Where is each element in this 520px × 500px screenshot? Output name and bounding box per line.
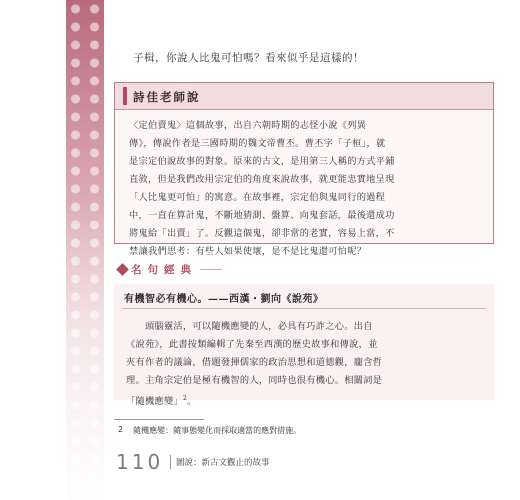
quote-heading: 有機智必有機心。——西漢・劉向《說苑》 <box>124 294 324 305</box>
teacher-note-body <box>129 117 481 261</box>
note-line: 將鬼給「出賣」了。反觀這個鬼，卻非常的老實，容易上當，不 <box>129 228 395 239</box>
tag-divider <box>200 269 222 270</box>
note-line: 〈定伯賣鬼〉這個故事，出自六朝時期的志怪小說《列異 <box>129 120 367 131</box>
note-line: 傳》，傳說作者是三國時期的魏文帝曹丕。曹丕字「子桓」，就 <box>129 138 386 149</box>
note-line: 是宗定伯說故事的對象。原來的古文，是用第三人稱的方式平鋪 <box>129 156 395 167</box>
footnote-number: 2 <box>118 425 124 434</box>
famous-quote-box <box>114 284 494 408</box>
footnote-text: 隨機應變：隨事態變化而採取適當的應對措施。 <box>133 426 302 435</box>
footer-divider <box>170 455 171 469</box>
note-line: 「人比鬼更可怕」的寓意。在故事裡，宗定伯與鬼同行的過程 <box>129 192 386 203</box>
famous-quote-tag <box>118 260 200 278</box>
quote-line: 《說苑》，此書按類編輯了先秦至西漢的歷史故事和傳說，並 <box>126 339 378 350</box>
decorative-side-band <box>66 0 104 500</box>
quote-divider <box>122 308 486 309</box>
intro-sentence: 子楫，你說人比鬼可怕嗎？看來似乎是這樣的！ <box>133 52 364 64</box>
teacher-note-box <box>114 82 494 257</box>
running-title: 圖說：新古文觀止的故事 <box>176 458 270 468</box>
teacher-note-header <box>115 83 493 110</box>
footnote <box>118 425 301 436</box>
quote-line: 夾有作者的議論，借題發揮儒家的政治思想和道德觀，龐含哲 <box>126 357 383 368</box>
quote-line: 頭腦靈活，可以隨機應變的人，必具有巧詐之心。出自 <box>126 321 373 332</box>
famous-quote-tag-label: 名句經典 <box>131 263 197 276</box>
page-number: 110 <box>116 450 164 474</box>
related-term: 「隨機應變」 <box>126 396 183 408</box>
note-line: 直敘，但是我們改用宗定伯的角度來說故事，就更能忠實地呈現 <box>129 174 395 185</box>
quote-body <box>126 318 482 411</box>
footnote-reference: 2 <box>182 395 188 402</box>
teacher-note-title: 詩佳老師說 <box>133 90 201 104</box>
note-line: 中，一直在算計鬼，不斷地猜測、盤算、向鬼套話，最後還成功 <box>129 210 395 221</box>
note-line: 禁讓我們思考：有些人如果使壞，是不是比鬼還可怕呢？ <box>129 246 367 257</box>
footnote-divider <box>114 419 204 420</box>
quote-line: 理。主角宗定伯是極有機智的人，同時也很有機心。相關詞是 <box>126 375 383 386</box>
diamond-icon <box>116 263 129 276</box>
quote-line-last <box>126 390 482 411</box>
sentence-end: 。 <box>187 396 197 408</box>
